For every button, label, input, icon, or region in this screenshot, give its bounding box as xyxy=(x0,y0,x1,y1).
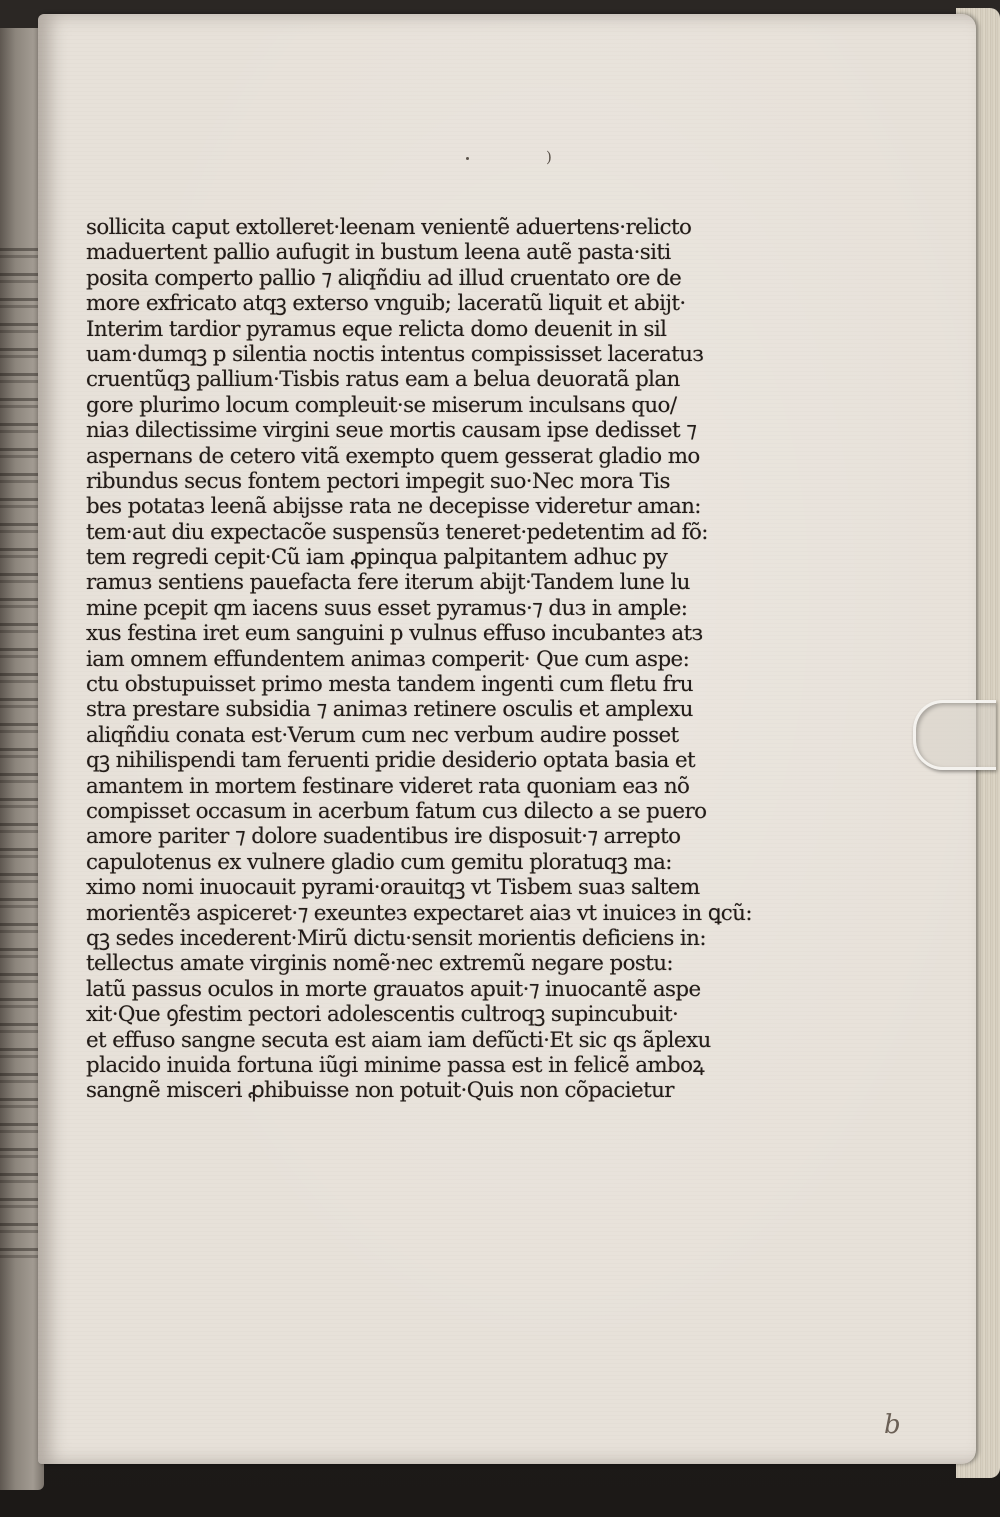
text-line: bes potataз leenã abijsse rata ne decepisse videretur aman: xyxy=(86,494,701,520)
ink-dot xyxy=(466,157,469,160)
text-line: latũ passus oculos in morte grauatos apuit·⁊ inuocantẽ aspe xyxy=(86,976,701,1002)
printed-text-block xyxy=(86,215,752,1104)
text-line: et effuso sangne secuta est aiam iam defũcti·Et sic qs ãplexu xyxy=(86,1027,711,1053)
text-line: qꝫ sedes incederent·Mirũ dictu·sensit morientis deficiens in: xyxy=(86,925,706,951)
text-line: mine pcepit qm iacens suus esset pyramus·⁊ duз in ample: xyxy=(86,595,688,621)
text-line: posita comperto pallio ⁊ aliqñdiu ad illud cruentato ore de xyxy=(86,265,682,291)
text-line: Interim tardior pyramus eque relicta domo deuenit in sil xyxy=(86,316,667,342)
text-line: aspernans de cetero vitã exempto quem gesserat gladio mo xyxy=(86,443,700,469)
text-line: compisset occasum in acerbum fatum cuз dilecto a se puero xyxy=(86,798,707,824)
text-line: gore plurimo locum compleuit·se miserum inculsans quo/ xyxy=(86,392,677,418)
top-mark: ) xyxy=(546,148,552,166)
page-clip xyxy=(913,700,996,770)
text-line: xus festina iret eum sanguini p vulnus effuso incubanteз atз xyxy=(86,621,703,647)
text-line: placido inuida fortuna iũgi minime passa est in felicẽ amboꝝ xyxy=(86,1052,705,1078)
text-line: uam·dumqꝫ p silentia noctis intentus compississet laceratuз xyxy=(86,341,704,367)
text-line: niaз dilectissime virgini seue mortis causam ipse dedisset ⁊ xyxy=(86,418,697,444)
text-line: morientẽз aspiceret·⁊ exeunteз expectaret aiaз vt inuiceз in ꝗcũ: xyxy=(86,900,752,926)
text-line: tem regredi cepit·Cũ iam ꝓpinqua palpitantem adhuc py xyxy=(86,545,668,571)
text-line: more exfricato atqꝫ extersо vnguib; laceratũ liquit et abijt· xyxy=(86,291,686,317)
text-line: capulotenus ex vulnere gladio cum gemitu ploratuqꝫ ma: xyxy=(86,849,672,875)
text-line: tem·aut diu expectacõe suspensũз teneret·pedetentim ad fõ: xyxy=(86,519,708,545)
text-line: ramuз sentiens pauefacta fere iterum abijt·Tandem lune lu xyxy=(86,570,690,596)
text-line: sollicita caput extolleret·leenam venientẽ aduertens·relicto xyxy=(86,215,692,240)
text-line: amore pariter ⁊ dolore suadentibus ire disposuit·⁊ arrepto xyxy=(86,824,681,850)
text-line: maduertent pallio aufugit in bustum leena autẽ pasta·siti xyxy=(86,240,671,266)
text-line: xit·Que ꝯfestim pectori adolescentis cultroqꝫ supincubuit· xyxy=(86,1002,679,1028)
text-line: ribundus secus fontem pectori impegit suo·Nec mora Tis xyxy=(86,468,670,494)
text-line: ctu obstupuisset primo mesta tandem ingenti cum fletu fru xyxy=(86,672,693,698)
text-line: tellectus amate virginis nomẽ·nec extremũ negare postu: xyxy=(86,951,674,977)
signature-mark: b xyxy=(884,1410,901,1440)
text-line: amantem in mortem festinare videret rata quoniam eaз nõ xyxy=(86,773,690,799)
text-line: ximo nomi inuocauit pyrami·orauitqꝫ vt Tisbem suaз saltem xyxy=(86,875,700,901)
text-line: sangnẽ misceri ꝓhibuisse non potuit·Quis non cõpacietur xyxy=(86,1078,674,1104)
text-line: cruentũqꝫ pallium·Tisbis ratus eam a belua deuoratã plan xyxy=(86,367,680,393)
text-line: qꝫ nihilispendi tam feruenti pridie desiderio optata basia et xyxy=(86,748,696,774)
text-line: aliqñdiu conata est·Verum cum nec verbum audire posset xyxy=(86,722,679,748)
text-line: stra prestare subsidia ⁊ animaз retinere osculis et amplexu xyxy=(86,697,693,723)
text-line: iam omnem effundentem animaз comperit· Que cum aspe: xyxy=(86,646,690,672)
